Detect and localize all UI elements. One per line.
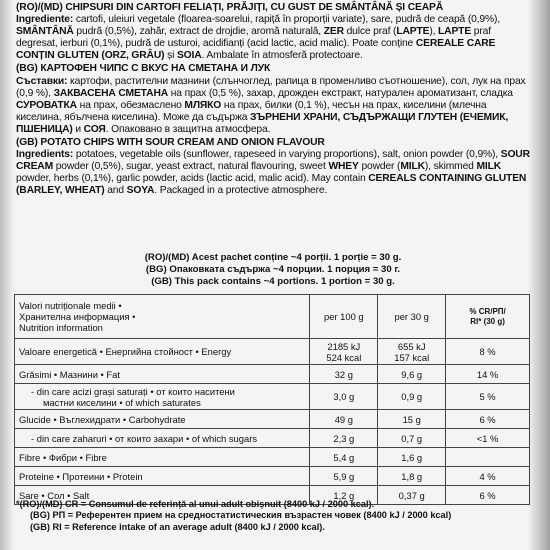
right-edge-shadow: [528, 0, 550, 550]
table-row: Fibre • Фибри • Fibre 5,4 g 1,6 g: [15, 448, 530, 467]
nutrition-table: [14, 294, 530, 505]
table-row: - din care acizi grași saturați • от които наситени мастни киселини • of which saturates 3,0 g 0,9 g 5 %: [15, 384, 530, 410]
table-row: Grăsimi • Мазнини • Fat 32 g 9,6 g 14 %: [15, 365, 530, 384]
ingredients-gb: (GB) POTATO CHIPS WITH SOUR CREAM AND ONION FLAVOUR Ingredients: potatoes, vegetable oils (sunflower, rapeseed in varying proportions), salt, onion powder (0,9%), SOUR CREAM powder (0,5%), sugar, yeast extract, natural flavouring, sweet WHEY powder (MILK), skimmed MILK powder, herbs (0,1%), garlic powder, acids (lactic acid, malic acid). May contain CEREALS CONTAINING GLUTEN (BARLEY, WHEAT) and SOYA. Packaged in a protective atmosphere.: [16, 137, 530, 197]
table-header: [15, 295, 530, 339]
ingredients-bg: (BG) КАРТОФЕН ЧИПС С ВКУС НА СМЕТАНА И ЛУК Съставки: картофи, растителни мазнини (слънчоглед, рапица в променливо съотношение), сол, лук на прах (0,9 %), ЗАКВАСЕНА СМЕТАНА на прах (0,5 %), захар, дрожден екстракт, натурален ароматизант, сладка СУРОВАТКА на прах, обезмаслено МЛЯКО на прах, билки (0,1 %), чесън на прах, киселини (млечна киселина, ябълчена киселина). Може да съдържа ЗЪРНЕНИ ХРАНИ, СЪДЪРЖАЩИ ГЛУТЕН (ЕЧЕМИК, ПШЕНИЦА) и СОЯ. Опаковано в защитна атмосфера.: [16, 63, 526, 135]
portions-bg: (BG) Опаковката съдържа ~4 порции. 1 порция = 30 г.: [145, 263, 401, 275]
ingredients-block: [16, 2, 531, 199]
reference-intake-footnote: [16, 499, 531, 533]
title-ro: (RO)/(MD) CHIPSURI DIN CARTOFI FELIAȚI, PRĂJIȚI, CU GUST DE SMÂNTÂNĂ ȘI CEAPĂ: [16, 2, 444, 13]
portions-ro: (RO)/(MD) Acest pachet conține ~4 porții. 1 porție = 30 g.: [144, 252, 402, 263]
table-row: Sare • Сол • Salt 1,2 g 0,37 g 6 %: [15, 486, 530, 505]
header-per30: per 30 g: [378, 295, 446, 339]
ingredients-ro: (RO)/(MD) CHIPSURI DIN CARTOFI FELIAȚI, PRĂJIȚI, CU GUST DE SMÂNTÂNĂ ȘI CEAPĂ Ingrediente: cartofi, uleiuri vegetale (floarea-soarelui, rapiță în proporții variate), sare, pudră de ceapă (0,9%), SMÂNTÂNĂ pudră (0,5%), zahăr, extract de drojdie, aromă naturală, ZER dulce praf (LAPTE), LAPTE praf degresat, ierburi (0,1%), pudră de usturoi, acidifianți (acid lactic, acid malic). Poate conține CEREALE CARE CONȚIN GLUTEN (ORZ, GRÂU) și SOIA. Ambalate în atmosferă protectoare.: [16, 2, 500, 62]
table-row: Valoare energetică • Енергийна стойност • Energy 2185 kJ 524 kcal 655 kJ 157 kcal 8 %: [15, 339, 530, 365]
portions-gb: (GB) This pack contains ~4 portions. 1 portion = 30 g.: [151, 275, 395, 287]
title-gb: (GB) POTATO CHIPS WITH SOUR CREAM AND ONION FLAVOUR: [16, 137, 325, 149]
table-row: - din care zaharuri • от които захари • of which sugars 2,3 g 0,7 g <1 %: [15, 429, 530, 448]
header-ri: % CR/РП/ RI* (30 g): [446, 295, 530, 339]
footnote-bg: (BG) РП = Референтен прием на средностатистическия възрастен човек (8400 kJ / 2000 kcal): [30, 510, 452, 521]
portions-info: [118, 252, 428, 287]
header-label: Valori nutriționale medii • Хранителна информация • Nutrition information: [15, 295, 310, 339]
table-row: Proteine • Протеини • Protein 5,9 g 1,8 g 4 %: [15, 467, 530, 486]
title-bg: (BG) КАРТОФЕН ЧИПС С ВКУС НА СМЕТАНА И ЛУК: [16, 63, 271, 75]
table-row: Glucide • Въглехидрати • Carbohydrate 49 g 15 g 6 %: [15, 410, 530, 429]
header-per100: per 100 g: [310, 295, 378, 339]
footnote-ro: *(RO)/(MD) CR = Consumul de referință al unui adult obișnuit (8400 kJ / 2000 kcal).: [16, 499, 375, 509]
left-edge-shadow: [0, 0, 14, 550]
footnote-gb: (GB) RI = Reference intake of an average adult (8400 kJ / 2000 kcal).: [30, 521, 325, 532]
